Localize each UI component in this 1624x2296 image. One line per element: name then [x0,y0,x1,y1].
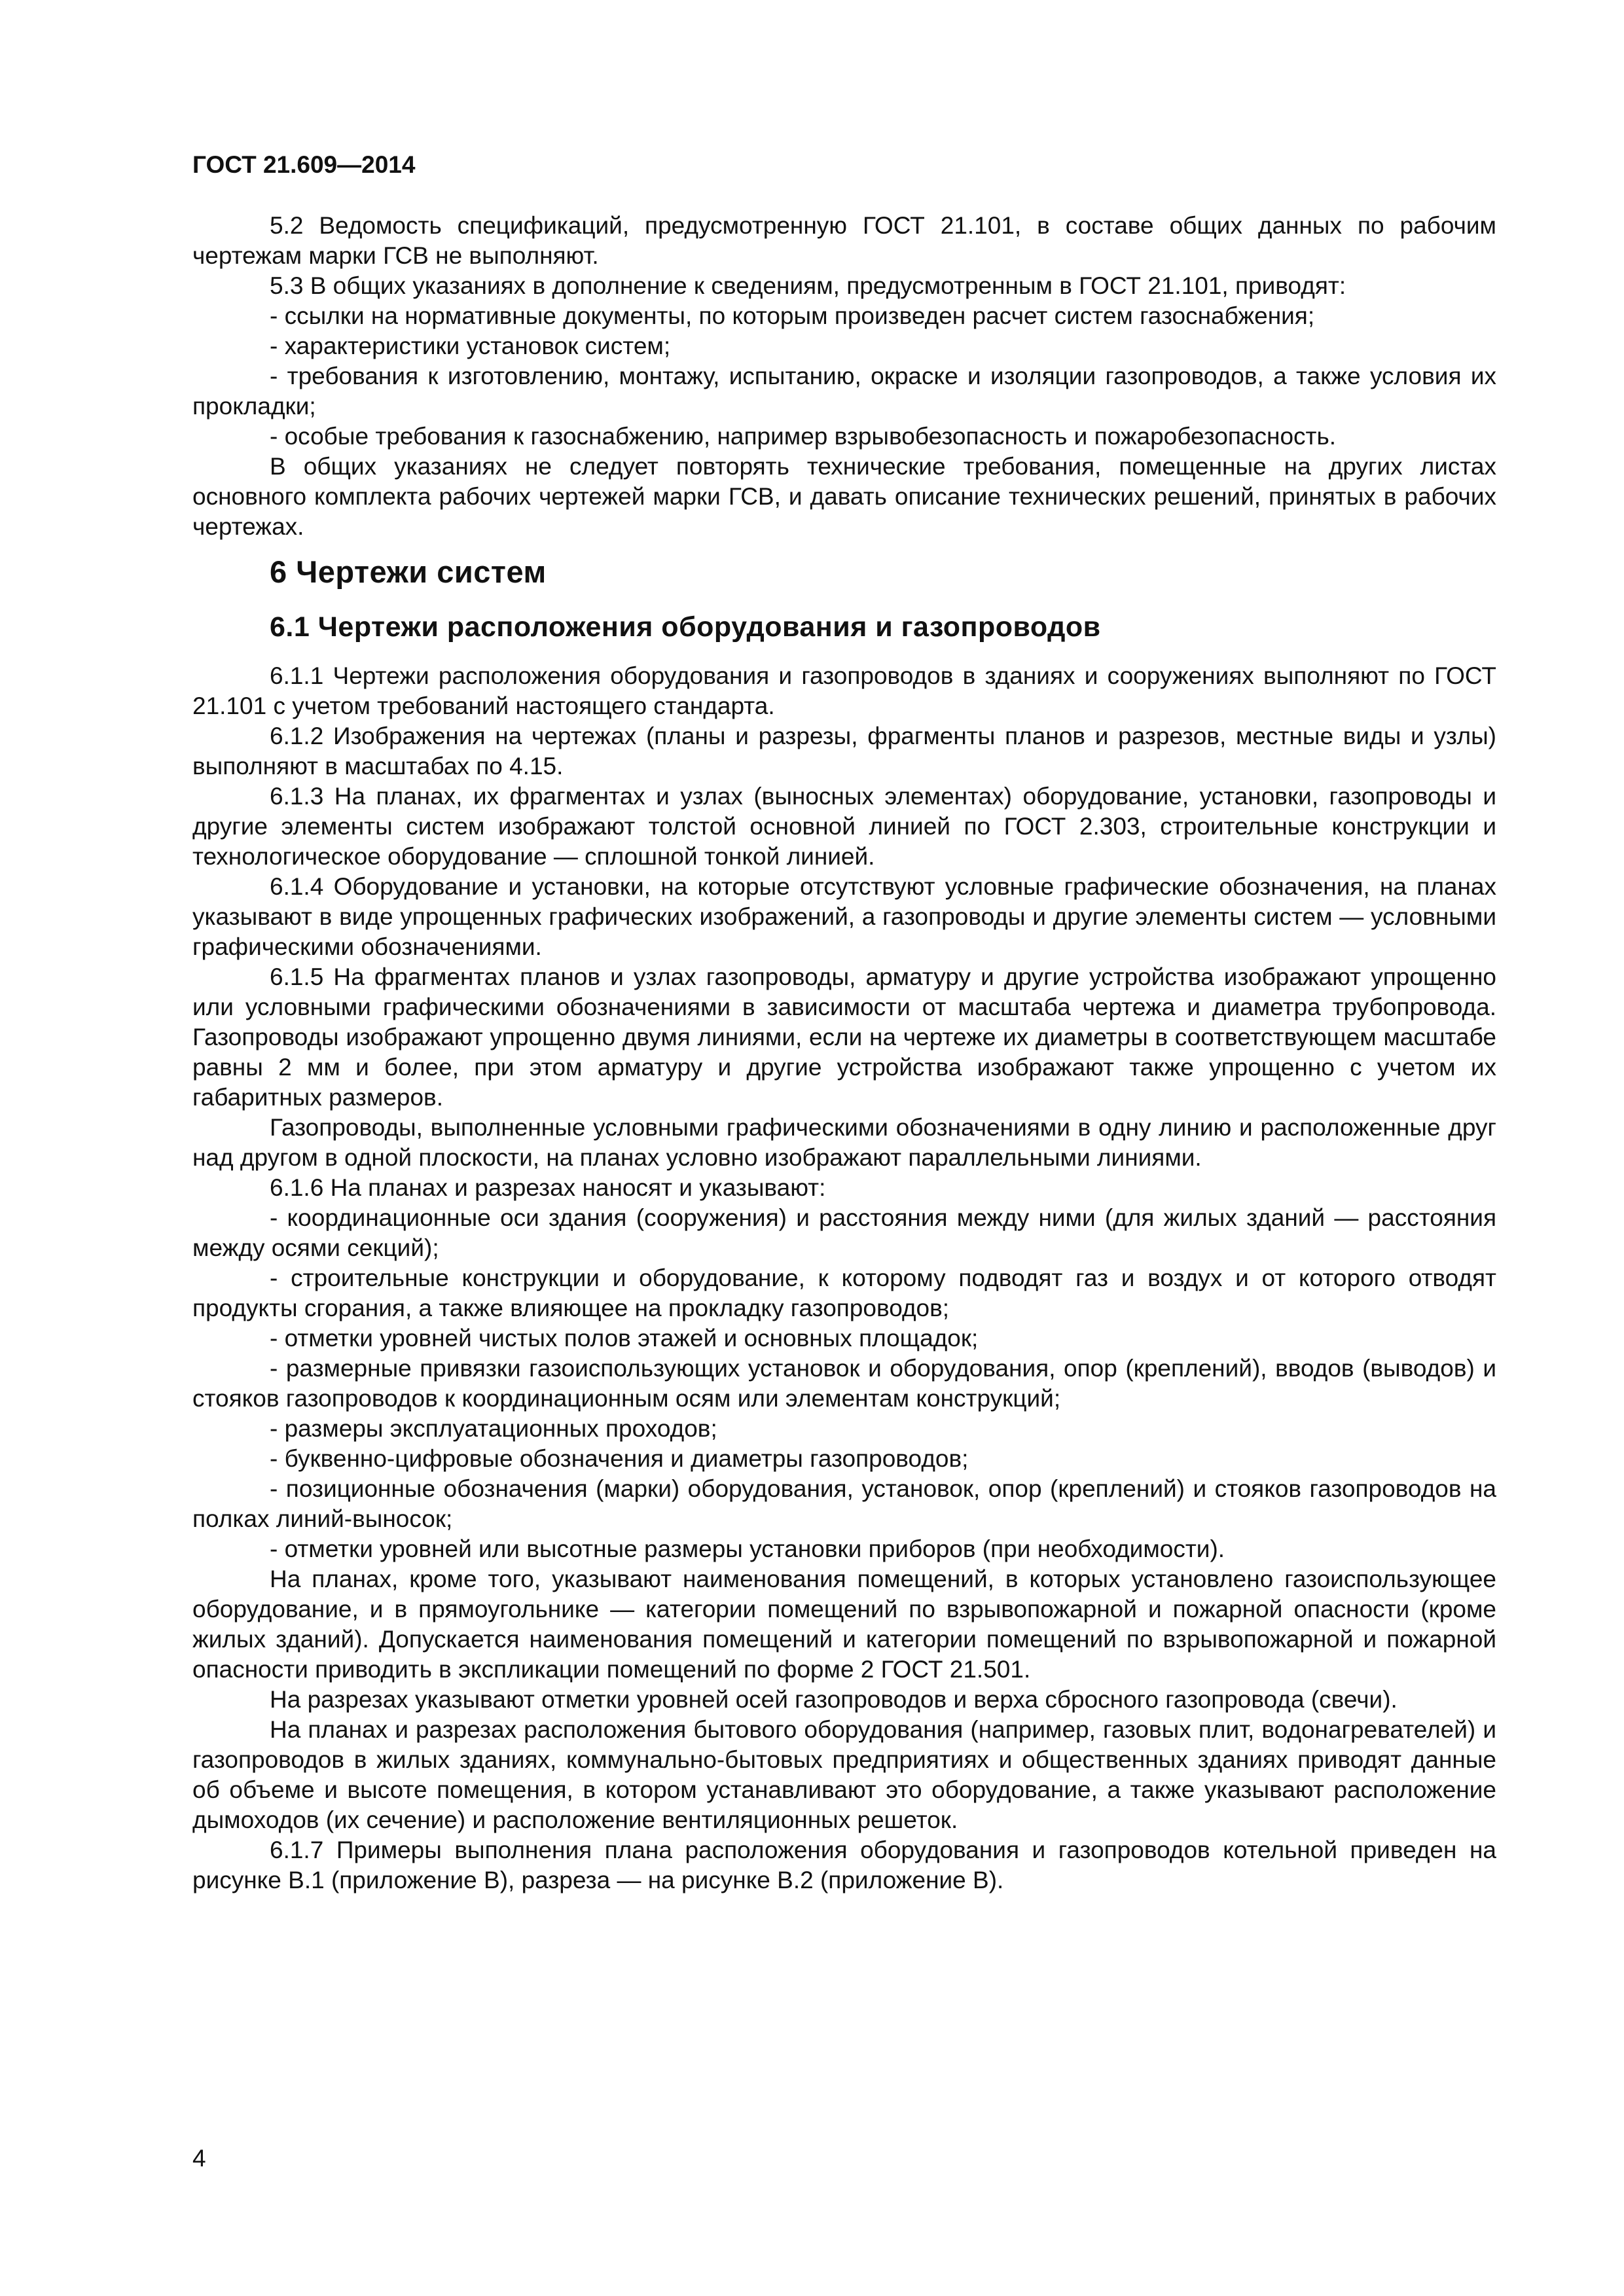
paragraph: 6.1.6 На планах и разрезах наносят и указывают: [270,1174,826,1201]
paragraph: - отметки уровней чистых полов этажей и основных площадок; [270,1325,979,1352]
paragraph: 5.2 Ведомость спецификаций, предусмотренную ГОСТ 21.101, в составе общих данных по рабочим чертежам марки ГСВ не выполняют. [192,212,1496,269]
paragraph: - особые требования к газоснабжению, например взрывобезопасность и пожаробезопасность. [270,423,1337,450]
paragraph: 6.1.5 На фрагментах планов и узлах газопроводы, арматуру и другие устройства изображают упрощенно или условными графическими обозначениями в зависимости от масштаба чертежа и диаметра трубопровода. Газопроводы изображают упрощенно двумя линиями, если на чертеже их диаметры в соответствующем масштабе равны 2 мм и более, при этом арматуру и другие устройства изображают также упрощенно с учетом их габаритных размеров. [192,963,1496,1111]
paragraph: В общих указаниях не следует повторять технические требования, помещенные на других листах основного комплекта рабочих чертежей марки ГСВ, и давать описание технических решений, принятых в рабочих чертежах. [192,453,1496,540]
paragraph: - требования к изготовлению, монтажу, испытанию, окраске и изоляции газопроводов, а также условия их прокладки; [192,363,1496,420]
paragraph: На разрезах указывают отметки уровней осей газопроводов и верха сбросного газопровода (свечи). [270,1686,1398,1713]
paragraph: - отметки уровней или высотные размеры установки приборов (при необходимости). [270,1535,1225,1562]
paragraph: 6.1.3 На планах, их фрагментах и узлах (выносных элементах) оборудование, установки, газопроводы и другие элементы систем изображают толстой основной линией по ГОСТ 2.303, строительные конструкции и технологическое оборудование — сплошной тонкой линией. [192,783,1496,870]
paragraph: 6.1.4 Оборудование и установки, на которые отсутствуют условные графические обозначения, на планах указывают в виде упрощенных графических изображений, а газопроводы и другие элементы систем — условными графическими обозначениями. [192,873,1496,960]
section-heading: 6 Чертежи систем [270,554,547,589]
paragraph: 6.1.1 Чертежи расположения оборудования и газопроводов в зданиях и сооружениях выполняют по ГОСТ 21.101 с учетом требований настоящего стандарта. [192,662,1496,719]
document-page [192,149,1496,1895]
document-body [192,211,1496,1895]
paragraph: - ссылки на нормативные документы, по которым произведен расчет систем газоснабжения; [270,302,1315,329]
paragraph: 5.3 В общих указаниях в дополнение к сведениям, предусмотренным в ГОСТ 21.101, приводят: [270,272,1346,299]
page-number: 4 [192,2145,206,2172]
paragraph: На планах и разрезах расположения бытового оборудования (например, газовых плит, водонагревателей) и газопроводов в жилых зданиях, коммунально-бытовых предприятиях и общественных зданиях приводят данные об объеме и высоте помещения, в котором устанавливают это оборудование, а также указывают расположение дымоходов (их сечение) и расположение вентиляционных решеток. [192,1716,1496,1833]
paragraph: - координационные оси здания (сооружения) и расстояния между ними (для жилых зданий — расстояния между осями секций); [192,1204,1496,1261]
paragraph: - буквенно-цифровые обозначения и диаметры газопроводов; [270,1445,969,1472]
document-code-header: ГОСТ 21.609—2014 [192,151,416,178]
paragraph: - размерные привязки газоиспользующих установок и оборудования, опор (креплений), вводов (выводов) и стояков газопроводов к координационным осям или элементам конструкций; [192,1355,1496,1412]
paragraph: - позиционные обозначения (марки) оборудования, установок, опор (креплений) и стояков газопроводов на полках линий-выносок; [192,1475,1496,1532]
paragraph: 6.1.7 Примеры выполнения плана расположения оборудования и газопроводов котельной приведен на рисунке В.1 (приложение В), разреза — на рисунке В.2 (приложение В). [192,1837,1496,1893]
paragraph: На планах, кроме того, указывают наименования помещений, в которых установлено газоиспользующее оборудование, и в прямоугольнике — категории помещений по взрывопожарной и пожарной опасности (кроме жилых зданий). Допускается наименования помещений и категории помещений по взрывопожарной и пожарной опасности приводить в экспликации помещений по форме 2 ГОСТ 21.501. [192,1566,1496,1683]
subsection-heading: 6.1 Чертежи расположения оборудования и газопроводов [270,611,1101,643]
paragraph: 6.1.2 Изображения на чертежах (планы и разрезы, фрагменты планов и разрезов, местные виды и узлы) выполняют в масштабах по 4.15. [192,723,1496,780]
paragraph: - размеры эксплуатационных проходов; [270,1415,717,1442]
paragraph: - характеристики установок систем; [270,332,671,359]
paragraph: Газопроводы, выполненные условными графическими обозначениями в одну линию и расположенные друг над другом в одной плоскости, на планах условно изображают параллельными линиями. [192,1114,1496,1171]
paragraph: - строительные конструкции и оборудование, к которому подводят газ и воздух и от которого отводят продукты сгорания, а также влияющее на прокладку газопроводов; [192,1265,1496,1321]
